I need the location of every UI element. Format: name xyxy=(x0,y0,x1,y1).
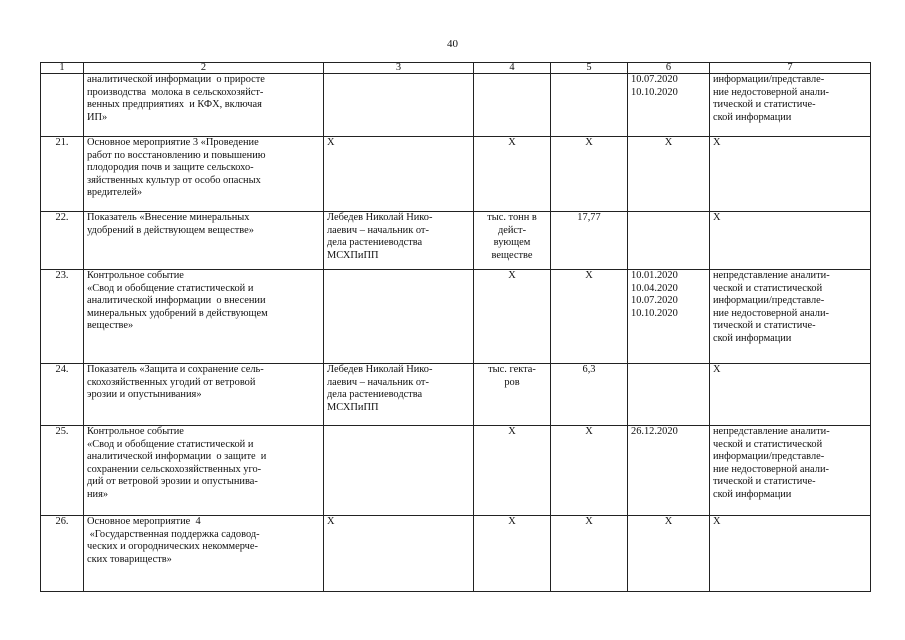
cell-line: работ по восстановлению и повышению xyxy=(87,149,266,161)
row-number-cell xyxy=(41,137,84,212)
value-cell xyxy=(551,426,628,516)
cell-line: аналитической информации о защите и xyxy=(87,451,267,463)
cell-line: Основное мероприятие 3 «Проведение xyxy=(87,137,259,148)
unit-cell xyxy=(474,212,551,270)
cell-line: вующем xyxy=(493,237,531,249)
column-number-row xyxy=(41,63,871,74)
cell-line: ние недостоверной анали- xyxy=(713,307,829,319)
unit-cell xyxy=(474,137,551,212)
cell-line: X xyxy=(664,516,673,527)
cell-line: 10.07.2020 xyxy=(631,74,678,85)
cell-line: информации/представле- xyxy=(713,74,825,85)
date-cell xyxy=(628,137,710,212)
plan-table xyxy=(40,62,871,592)
date-cell xyxy=(628,426,710,516)
date-cell xyxy=(628,212,710,270)
cell-line: тической и статистиче- xyxy=(713,99,816,111)
cell-line: 10.10.2020 xyxy=(631,86,678,98)
cell-text: 26. xyxy=(55,516,69,527)
value-cell xyxy=(551,364,628,426)
value-cell xyxy=(551,270,628,364)
risk-cell xyxy=(710,137,871,212)
cell-line: X xyxy=(508,270,516,281)
cell-line: плодородия почв и защите сельскохо- xyxy=(87,162,254,174)
activity-cell xyxy=(84,212,324,270)
cell-line: X xyxy=(585,426,593,437)
cell-line: ческой и статистической xyxy=(713,282,823,294)
table-row xyxy=(41,516,871,592)
page-number: 40 xyxy=(447,38,458,50)
activity-cell xyxy=(84,426,324,516)
cell-line: 26.12.2020 xyxy=(631,426,678,437)
table-row xyxy=(41,137,871,212)
cell-line: ров xyxy=(504,376,520,388)
responsible-cell xyxy=(324,137,474,212)
date-cell xyxy=(628,270,710,364)
cell-text: 22. xyxy=(55,212,69,223)
value-cell xyxy=(551,137,628,212)
cell-line: зяйственных культур от особо опасных xyxy=(87,174,261,186)
unit-cell xyxy=(474,270,551,364)
cell-line: Контрольное событие xyxy=(87,426,184,437)
cell-line: дий от ветровой эрозии и опустынива- xyxy=(87,476,258,488)
value-cell xyxy=(551,212,628,270)
table-body xyxy=(41,74,871,592)
table-row xyxy=(41,426,871,516)
cell-line: 10.10.2020 xyxy=(631,307,678,319)
risk-cell xyxy=(710,270,871,364)
activity-cell xyxy=(84,364,324,426)
value-cell xyxy=(551,74,628,137)
cell-line: дейст- xyxy=(497,224,527,236)
value-cell xyxy=(551,516,628,592)
cell-line: 10.07.2020 xyxy=(631,295,678,307)
cell-line: тыс. тонн в xyxy=(487,212,537,223)
row-number-cell xyxy=(41,516,84,592)
cell-line: тыс. гекта- xyxy=(488,364,536,375)
column-header: 3 xyxy=(324,63,474,74)
cell-line: ния» xyxy=(87,488,109,500)
cell-line: X xyxy=(713,137,721,148)
cell-line: эрозии и опустынивания» xyxy=(87,389,202,401)
activity-cell xyxy=(84,516,324,592)
table-row xyxy=(41,212,871,270)
cell-line: «Свод и обобщение статистической и xyxy=(87,438,254,450)
cell-text: 21. xyxy=(55,137,69,148)
risk-cell xyxy=(710,426,871,516)
cell-line: МСХПиПП xyxy=(327,401,379,413)
cell-line: минеральных удобрений в действующем xyxy=(87,307,268,319)
cell-line: ние недостоверной анали- xyxy=(713,86,829,98)
date-cell xyxy=(628,516,710,592)
cell-line: вредителей» xyxy=(87,187,143,199)
responsible-cell xyxy=(324,516,474,592)
cell-line: X xyxy=(508,137,516,148)
unit-cell xyxy=(474,516,551,592)
responsible-cell xyxy=(324,364,474,426)
cell-line: ческих и огороднических некоммерче- xyxy=(87,541,258,553)
cell-line: ской информации xyxy=(713,111,792,123)
cell-line: Лебедев Николай Нико- xyxy=(327,364,433,375)
cell-text: 23. xyxy=(55,270,69,281)
date-cell xyxy=(628,364,710,426)
column-header: 7 xyxy=(710,63,871,74)
cell-line: 17,77 xyxy=(577,212,601,223)
cell-line: «Свод и обобщение статистической и xyxy=(87,282,254,294)
cell-line: информации/представле- xyxy=(713,295,825,307)
responsible-cell xyxy=(324,74,474,137)
cell-line: дела растениеводства xyxy=(327,389,423,401)
row-number-cell xyxy=(41,74,84,137)
cell-line: Лебедев Николай Нико- xyxy=(327,212,433,223)
cell-line: 10.01.2020 xyxy=(631,270,678,281)
table-row xyxy=(41,74,871,137)
unit-cell xyxy=(474,74,551,137)
cell-line: непредставление аналити- xyxy=(713,270,830,281)
cell-line: сохранении сельскохозяйственных уго- xyxy=(87,463,262,475)
row-number-cell xyxy=(41,426,84,516)
cell-line: X xyxy=(508,516,516,527)
cell-line: Показатель «Защита и сохранение сель- xyxy=(87,364,264,375)
row-number-cell xyxy=(41,212,84,270)
unit-cell xyxy=(474,364,551,426)
cell-line: производства молока в сельскохозяйст- xyxy=(87,86,264,98)
risk-cell xyxy=(710,516,871,592)
activity-cell xyxy=(84,270,324,364)
cell-line: X xyxy=(508,426,516,437)
cell-line: дела растениеводства xyxy=(327,237,423,249)
responsible-cell xyxy=(324,212,474,270)
activity-cell xyxy=(84,137,324,212)
risk-cell xyxy=(710,212,871,270)
cell-text: 25. xyxy=(55,426,69,437)
cell-line: 6,3 xyxy=(582,364,596,375)
cell-line: X xyxy=(585,516,593,527)
activity-cell xyxy=(84,74,324,137)
cell-line: ческой и статистической xyxy=(713,438,823,450)
date-cell xyxy=(628,74,710,137)
cell-line: X xyxy=(585,270,593,281)
cell-line: X xyxy=(585,137,593,148)
column-header: 5 xyxy=(551,63,628,74)
column-header: 4 xyxy=(474,63,551,74)
cell-line: ской информации xyxy=(713,332,792,344)
cell-line: «Государственная поддержка садовод- xyxy=(87,528,260,540)
row-number-cell xyxy=(41,270,84,364)
cell-line: X xyxy=(664,137,673,148)
cell-line: ние недостоверной анали- xyxy=(713,463,829,475)
cell-line: ской информации xyxy=(713,488,792,500)
cell-line: ИП» xyxy=(87,111,108,123)
cell-line: Основное мероприятие 4 xyxy=(87,516,201,527)
table-row xyxy=(41,270,871,364)
table-row xyxy=(41,364,871,426)
cell-line: удобрений в действующем веществе» xyxy=(87,224,254,236)
cell-line: непредставление аналити- xyxy=(713,426,830,437)
cell-line: 10.04.2020 xyxy=(631,282,678,294)
cell-line: Показатель «Внесение минеральных xyxy=(87,212,250,223)
cell-line: X xyxy=(327,137,335,148)
column-header: 1 xyxy=(41,63,84,74)
cell-line: венных предприятиях и КФХ, включая xyxy=(87,99,262,111)
cell-line: аналитической информации о внесении xyxy=(87,295,266,307)
cell-line: X xyxy=(713,516,721,527)
row-number-cell xyxy=(41,364,84,426)
risk-cell xyxy=(710,364,871,426)
cell-line: X xyxy=(713,364,721,375)
cell-line: веществе xyxy=(491,249,533,261)
cell-line: X xyxy=(327,516,335,527)
cell-line: веществе» xyxy=(87,320,134,332)
cell-line: МСХПиПП xyxy=(327,249,379,261)
responsible-cell xyxy=(324,426,474,516)
cell-line: Контрольное событие xyxy=(87,270,184,281)
cell-line: лаевич – начальник от- xyxy=(327,224,429,236)
responsible-cell xyxy=(324,270,474,364)
cell-line: ских товариществ» xyxy=(87,553,172,565)
column-header: 6 xyxy=(628,63,710,74)
cell-line: информации/представле- xyxy=(713,451,825,463)
cell-line: лаевич – начальник от- xyxy=(327,376,429,388)
unit-cell xyxy=(474,426,551,516)
cell-line: скохозяйственных угодий от ветровой xyxy=(87,376,256,388)
cell-line: тической и статистиче- xyxy=(713,476,816,488)
cell-text: 24. xyxy=(55,364,69,375)
risk-cell xyxy=(710,74,871,137)
cell-line: тической и статистиче- xyxy=(713,320,816,332)
column-header: 2 xyxy=(84,63,324,74)
cell-line: аналитической информации о приросте xyxy=(87,74,265,85)
cell-line: X xyxy=(713,212,721,223)
